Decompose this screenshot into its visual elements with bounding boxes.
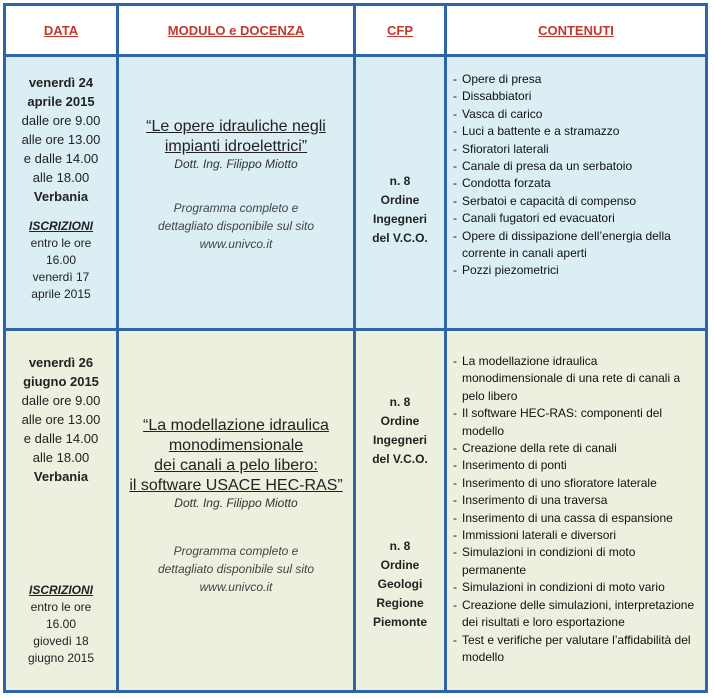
row1-docente: Dott. Ing. Filippo Miotto bbox=[174, 157, 298, 171]
content-item: - Luci a battente e a stramazzo bbox=[450, 123, 699, 140]
row1-cfp: n. 8 Ordine Ingegneri del V.C.O. bbox=[356, 57, 444, 328]
row2-date: venerdì 26 giugno 2015 dalle ore 9.00 alle ore 13.00 e dalle 14.00 alle 18.00 Verbania ISCRIZIONI entro le ore 16.00 giovedì 18 giugno 2015 bbox=[6, 331, 116, 690]
header-cfp: CFP bbox=[387, 22, 413, 38]
row2-docente: Dott. Ing. Filippo Miotto bbox=[174, 496, 298, 510]
content-item: - Inserimento di ponti bbox=[450, 457, 699, 474]
row1-title-line1: “Le opere idrauliche negli bbox=[146, 118, 326, 135]
course-table bbox=[3, 3, 708, 693]
divider bbox=[116, 6, 119, 690]
row2-contenuti bbox=[447, 331, 705, 690]
content-item: - Test e verifiche per valutare l’affidabilità del modello bbox=[450, 632, 699, 667]
row2-cfp: n. 8 Ordine Ingegneri del V.C.O. n. 8 Ordine Geologi Regione Piemonte bbox=[356, 331, 444, 690]
header-modulo: MODULO e DOCENZA bbox=[167, 22, 305, 38]
header-data: DATA bbox=[43, 22, 79, 38]
content-item: - La modellazione idraulica monodimensionale di una rete di canali a pelo libero bbox=[450, 353, 699, 405]
row2-title-line1: “La modellazione idraulica bbox=[143, 417, 329, 434]
content-item: - Serbatoi e capacità di compenso bbox=[450, 193, 699, 210]
content-item: - Vasca di carico bbox=[450, 106, 699, 123]
row2-title-line4: il software USACE HEC-RAS” bbox=[129, 477, 343, 494]
divider bbox=[353, 6, 356, 690]
row1-contenuti bbox=[447, 57, 705, 328]
row1-date: venerdì 24 aprile 2015 dalle ore 9.00 alle ore 13.00 e dalle 14.00 alle 18.00 Verbania ISCRIZIONI entro le ore 16.00 venerdì 17 aprile 2015 bbox=[6, 57, 116, 328]
content-item: - Opere di dissipazione dell’energia della corrente in canali aperti bbox=[450, 228, 699, 263]
header-contenuti: CONTENUTI bbox=[538, 22, 614, 38]
divider bbox=[444, 6, 447, 690]
row2-modulo: “La modellazione idraulica monodimensionale dei canali a pelo libero: il software USACE HEC-RAS” Dott. Ing. Filippo Miotto Programma completo e dettagliato disponibile sul sito www.univco.it bbox=[119, 331, 353, 690]
content-item: - Condotta forzata bbox=[450, 175, 699, 192]
content-item: - Simulazioni in condizioni di moto vario bbox=[450, 579, 699, 596]
content-item: - Creazione delle simulazioni, interpretazione dei risultati e loro esportazione bbox=[450, 597, 699, 632]
content-item: - Opere di presa bbox=[450, 71, 699, 88]
content-item: - Creazione della rete di canali bbox=[450, 440, 699, 457]
content-item: - Il software HEC-RAS: componenti del modello bbox=[450, 405, 699, 440]
content-item: - Inserimento di uno sfioratore laterale bbox=[450, 475, 699, 492]
content-item: - Simulazioni in condizioni di moto permanente bbox=[450, 544, 699, 579]
content-item: - Sfioratori laterali bbox=[450, 141, 699, 158]
content-item: - Canali fugatori ed evacuatori bbox=[450, 210, 699, 227]
content-item: - Inserimento di una cassa di espansione bbox=[450, 510, 699, 527]
content-item: - Pozzi piezometrici bbox=[450, 262, 699, 279]
row1-modulo: “Le opere idrauliche negli impianti idroelettrici” Dott. Ing. Filippo Miotto Programma completo e dettagliato disponibile sul sito www.univco.it bbox=[119, 57, 353, 328]
content-item: - Inserimento di una traversa bbox=[450, 492, 699, 509]
content-item: - Immissioni laterali e diversori bbox=[450, 527, 699, 544]
content-item: - Dissabbiatori bbox=[450, 88, 699, 105]
row2-title-line3: dei canali a pelo libero: bbox=[154, 457, 318, 474]
row1-title-line2: impianti idroelettrici” bbox=[164, 138, 308, 155]
content-item: - Canale di presa da un serbatoio bbox=[450, 158, 699, 175]
row2-title-line2: monodimensionale bbox=[168, 437, 304, 454]
